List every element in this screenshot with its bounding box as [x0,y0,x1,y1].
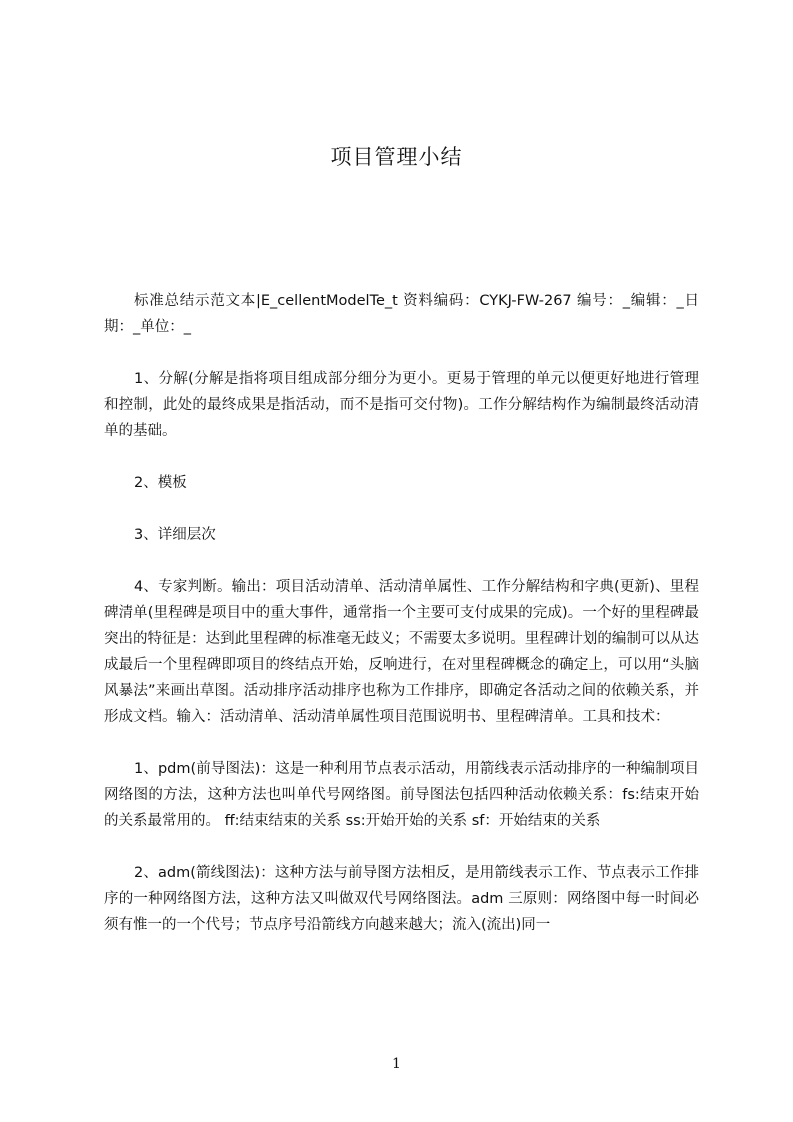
expert-judgment-paragraph: 4、专家判断。输出：项目活动清单、活动清单属性、工作分解结构和字典(更新)、里程碑清单(里程碑是项目中的重大事件，通常指一个主要可支付成果的完成)。一个好的里程碑最突出的特征是：达到此里程碑的标准毫无歧义；不需要太多说明。里程碑计划的编制可以从达成最后一个里程碑即项目的终结点开始，反响进行，在对里程碑概念的确定上，可以用“头脑风暴法”来画出草图。活动排序活动排序也称为工作排序，即确定各活动之间的依赖关系，并形成文档。输入：活动清单、活动清单属性项目范围说明书、里程碑清单。工具和技术： [104,579,699,725]
page-number: 1 [392,1056,401,1072]
pdm-paragraph: 1、pdm(前导图法)：这是一种利用节点表示活动，用箭线表示活动排序的一种编制项目网络图的方法，这种方法也叫单代号网络图。前导图法包括四种活动依赖关系：fs:结束开始的关系最常用的。 ff:结束结束的关系 ss:开始开始的关系 sf：开始结束的关系 [104,761,699,829]
decomposition-paragraph: 1、分解(分解是指将项目组成部分细分为更小。更易于管理的单元以便更好地进行管理和控制，此处的最终成果是指活动，而不是指可交付物)。工作分解结构作为编制最终活动清单的基础。 [104,371,699,439]
header-info-paragraph: 标准总结示范文本|E_cellentModelTe_t 资料编码：CYKJ-FW-267 编号：_编辑：_日期：_单位：_ [104,293,699,335]
template-item: 2、模板 [134,475,187,491]
adm-paragraph: 2、adm(箭线图法)：这种方法与前导图方法相反，是用箭线表示工作、节点表示工作排序的一种网络图方法，这种方法又叫做双代号网络图法。adm 三原则：网络图中每一时间必须有惟一的一个代号；节点序号沿箭线方向越来越大；流入(流出)同一 [104,865,699,933]
document-title: 项目管理小结 [330,145,463,169]
document-body [104,288,699,964]
detail-level-item: 3、详细层次 [134,527,216,543]
